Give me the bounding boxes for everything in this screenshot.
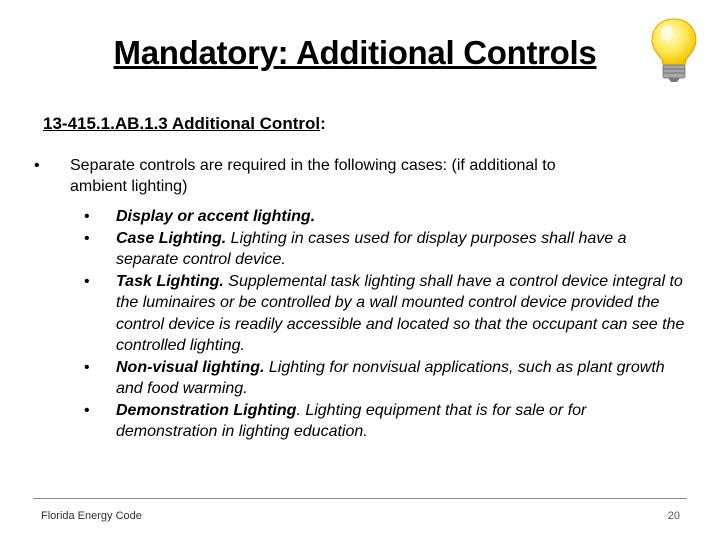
section-code: 13-415.1.AB.1.3 Additional Control <box>43 114 321 133</box>
bullet-dot: • <box>84 401 90 419</box>
list-item <box>84 357 690 400</box>
item-heading: Display or accent lighting. <box>116 208 316 225</box>
item-heading: Non-visual lighting. <box>116 358 265 376</box>
main-bullet-line-1: Separate controls are required in the following cases: (if additional to <box>70 157 556 174</box>
main-bullet <box>34 155 654 197</box>
bullet-dot: • <box>34 157 40 174</box>
page-number: 20 <box>667 510 680 522</box>
footer-divider <box>33 498 687 499</box>
item-heading: Demonstration Lighting <box>116 401 297 419</box>
item-body: Lighting in cases used for display purposes shall have a separate control device. <box>116 229 627 268</box>
section-heading <box>43 114 326 134</box>
footer-source: Florida Energy Code <box>41 510 142 522</box>
slide-title: Mandatory: Additional Controls <box>113 34 597 71</box>
bullet-dot: • <box>84 272 90 290</box>
list-item <box>84 228 690 271</box>
list-item <box>84 400 690 443</box>
lightbulb-icon <box>648 16 700 84</box>
bullet-dot: • <box>84 208 90 225</box>
sub-bullet-list <box>84 206 690 443</box>
item-body: Supplemental task lighting shall have a control device integral to the luminaires or be controlled by a wall mounted control device provided the control device is readily accessible and located so that the occupant can see the controlled lighting. <box>116 272 685 354</box>
item-body: . Lighting equipment that is for sale or for demonstration in lighting education. <box>116 401 587 440</box>
section-colon: : <box>320 114 326 133</box>
main-bullet-line-2: ambient lighting) <box>70 178 188 195</box>
item-heading: Task Lighting. <box>116 272 224 290</box>
list-item <box>84 271 690 357</box>
item-heading: Case Lighting. <box>116 229 227 247</box>
item-body: Lighting for nonvisual applications, such as plant growth and food warming. <box>116 358 665 397</box>
bullet-dot: • <box>84 229 90 247</box>
list-item <box>84 206 690 228</box>
bullet-dot: • <box>84 358 90 376</box>
